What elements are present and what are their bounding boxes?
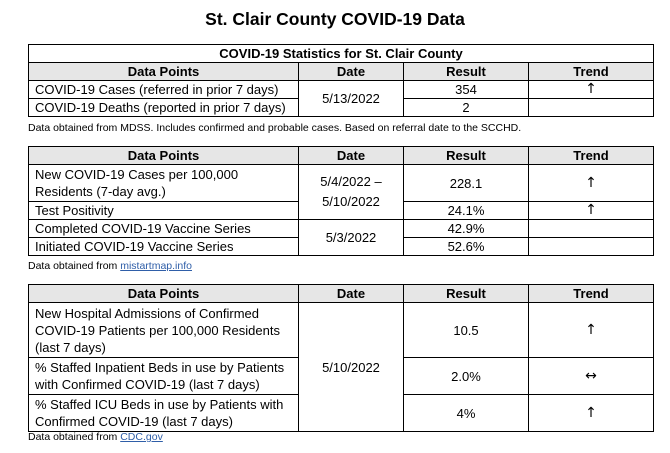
row-result: 10.5 <box>404 303 529 358</box>
source-note <box>28 260 192 272</box>
header-trend: Trend <box>529 285 654 303</box>
trend-steady-icon: ↔ <box>529 358 654 395</box>
trend-cell <box>529 220 654 238</box>
header-date: Date <box>299 147 404 165</box>
row-label: COVID-19 Cases (referred in prior 7 days) <box>29 81 299 99</box>
header-data-points: Data Points <box>29 147 299 165</box>
table-row <box>29 303 654 358</box>
row-date: 5/4/2022 – 5/10/2022 <box>299 165 404 220</box>
row-label: % Staffed ICU Beds in use by Patients with Confirmed COVID-19 (last 7 days) <box>29 395 299 432</box>
source-note-prefix: Data obtained from <box>28 260 121 272</box>
table-row <box>29 220 654 238</box>
trend-up-icon: ↑ <box>529 395 654 432</box>
trend-up-icon: ↑ <box>529 165 654 202</box>
header-trend: Trend <box>529 147 654 165</box>
trend-cell <box>529 238 654 256</box>
header-data-points: Data Points <box>29 285 299 303</box>
header-date: Date <box>299 285 404 303</box>
row-date: 5/13/2022 <box>299 81 404 117</box>
cdc-link[interactable]: CDC.gov <box>120 431 163 443</box>
row-label: New COVID-19 Cases per 100,000 Residents (7-day avg.) <box>29 165 299 202</box>
row-date: 5/10/2022 <box>299 303 404 432</box>
header-trend: Trend <box>529 63 654 81</box>
table-row <box>29 165 654 202</box>
header-data-points: Data Points <box>29 63 299 81</box>
row-date: 5/3/2022 <box>299 220 404 256</box>
county-statistics-table <box>28 44 654 117</box>
row-label: Test Positivity <box>29 202 299 220</box>
trend-cell <box>529 99 654 117</box>
trend-up-icon: ↑ <box>529 202 654 220</box>
row-result: 354 <box>404 81 529 99</box>
row-result: 42.9% <box>404 220 529 238</box>
table-caption: COVID-19 Statistics for St. Clair County <box>29 45 654 63</box>
header-result: Result <box>404 63 529 81</box>
row-label: % Staffed Inpatient Beds in use by Patients with Confirmed COVID-19 (last 7 days) <box>29 358 299 395</box>
row-result: 228.1 <box>404 165 529 202</box>
row-result: 2.0% <box>404 358 529 395</box>
header-date: Date <box>299 63 404 81</box>
header-result: Result <box>404 285 529 303</box>
mistartmap-link[interactable]: mistartmap.info <box>120 260 192 272</box>
hospital-table <box>28 284 654 432</box>
page-title: St. Clair County COVID-19 Data <box>205 9 465 29</box>
row-result: 52.6% <box>404 238 529 256</box>
row-result: 4% <box>404 395 529 432</box>
row-label: Initiated COVID-19 Vaccine Series <box>29 238 299 256</box>
row-result: 24.1% <box>404 202 529 220</box>
cases-vaccine-table <box>28 146 654 256</box>
header-result: Result <box>404 147 529 165</box>
source-note <box>28 431 163 443</box>
row-result: 2 <box>404 99 529 117</box>
trend-up-icon: ↑ <box>529 303 654 358</box>
row-label: Completed COVID-19 Vaccine Series <box>29 220 299 238</box>
source-note: Data obtained from MDSS. Includes confirmed and probable cases. Based on referral date to the SCCHD. <box>28 122 522 134</box>
row-label: COVID-19 Deaths (reported in prior 7 days) <box>29 99 299 117</box>
table-row <box>29 81 654 99</box>
trend-up-icon: ↑ <box>529 81 654 99</box>
source-note-prefix: Data obtained from <box>28 431 121 443</box>
row-label: New Hospital Admissions of Confirmed COVID-19 Patients per 100,000 Residents (last 7 days) <box>29 303 299 358</box>
